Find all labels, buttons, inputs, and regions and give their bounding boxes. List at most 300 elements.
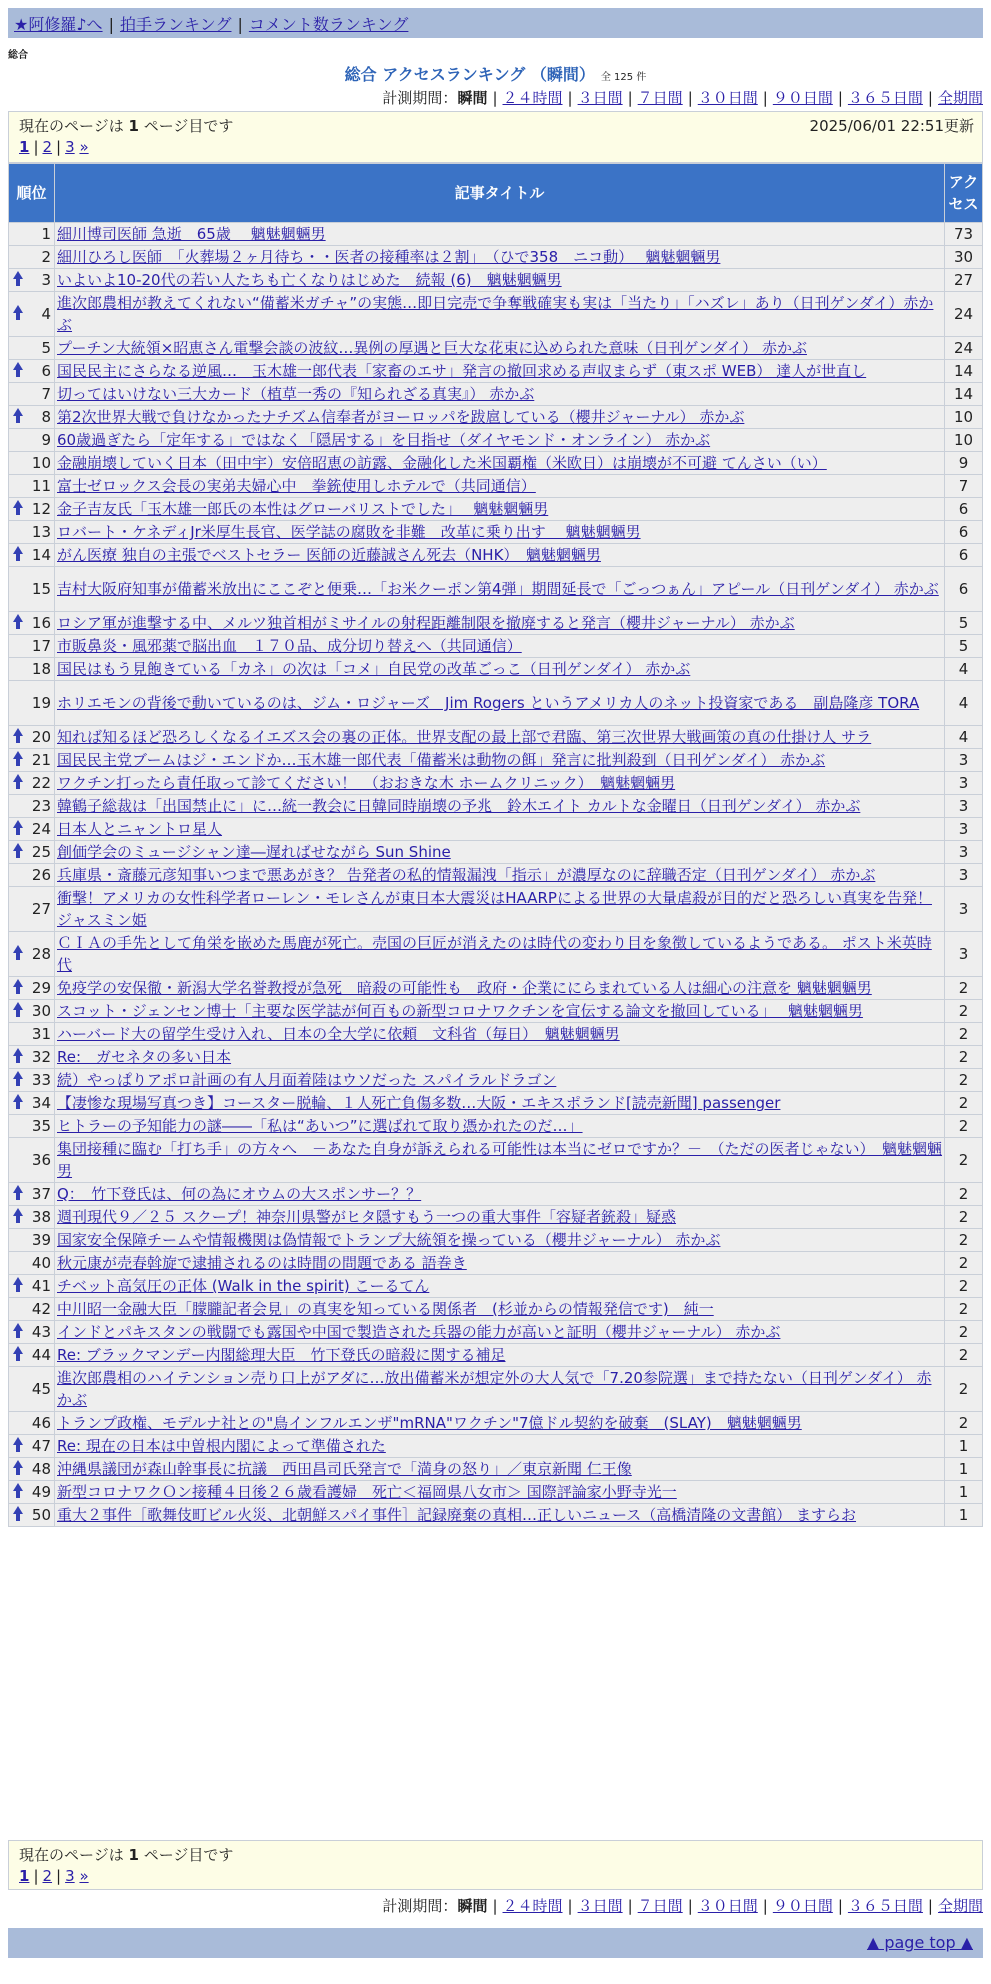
current-page-number: 1: [128, 117, 139, 135]
access-count: 3: [945, 772, 983, 795]
rank-cell: [9, 544, 55, 567]
table-row: [9, 567, 983, 612]
article-title-link[interactable]: Re: ガセネタの多い日本: [57, 1048, 232, 1066]
period-link-5[interactable]: ９０日間: [772, 89, 833, 107]
article-title-link[interactable]: 免疫学の安保徹・新潟大学名誉教授が急死 暗殺の可能性も 政府・企業ににらまれている人は細心の注意を 魑魅魍魎男: [57, 979, 872, 997]
access-count: 3: [945, 887, 983, 932]
article-title-link[interactable]: 吉村大阪府知事が備蓄米放出にここぞと便乗…「お米クーポン第4弾」期間延長で「ごっつぁん」アピール（日刊ゲンダイ） 赤かぶ: [57, 580, 939, 598]
rank-number: 17: [31, 637, 51, 655]
page-prefix: 現在のページは: [19, 1846, 124, 1864]
access-count: 5: [945, 612, 983, 635]
title-cell: [55, 269, 945, 292]
rank-up-arrow-icon: [12, 546, 24, 564]
period-link-6[interactable]: ３６５日間: [847, 1897, 923, 1915]
nav-separator: |: [237, 15, 243, 34]
title-cell: [55, 1000, 945, 1023]
access-count: 2: [945, 1183, 983, 1206]
rank-cell: [9, 269, 55, 292]
title-cell: [55, 475, 945, 498]
article-title-link[interactable]: 韓鶴子総裁は「出国禁止に」に…統一教会に日韓同時崩壊の予兆 鈴木エイト カルトな金曜日（日刊ゲンダイ） 赤かぶ: [57, 797, 861, 815]
pagination-bottom: [19, 1867, 972, 1885]
table-row: [9, 1000, 983, 1023]
table-row: [9, 1252, 983, 1275]
rank-number: 1: [41, 225, 51, 243]
bottom-bar: [8, 1928, 983, 1958]
access-count: 2: [945, 1252, 983, 1275]
article-title-link[interactable]: インドとパキスタンの戦闘でも露国や中国で製造された兵器の能力が高いと証明（櫻井ジャーナル） 赤かぶ: [57, 1323, 781, 1341]
rank-up-arrow-icon: [12, 1323, 24, 1341]
rank-number: 5: [41, 339, 51, 357]
article-title-link[interactable]: 集団接種に臨む「打ち手」の方々へ －あなた自身が訴えられる可能性は本当にゼロですか？－ （ただの医者じゃない） 魑魅魍魎男: [57, 1140, 943, 1180]
article-title-link[interactable]: 新型コロナワクＯン接種４日後２６歳看護婦 死亡＜福岡県八女市＞ 国際評論家小野寺光一: [57, 1483, 677, 1501]
table-row: [9, 841, 983, 864]
rank-number: 23: [31, 797, 51, 815]
rank-cell: [9, 223, 55, 246]
title-cell: [55, 498, 945, 521]
access-count: 6: [945, 544, 983, 567]
access-count: 27: [945, 269, 983, 292]
table-row: [9, 1115, 983, 1138]
article-title-link[interactable]: いよいよ10-20代の若い人たちも亡くなりはじめた 続報 (6) 魑魅魍魎男: [57, 271, 562, 289]
rank-up-arrow-icon: [12, 751, 24, 769]
article-title-link[interactable]: 知れば知るほど恐ろしくなるイエズス会の裏の正体。世界支配の最上部で君臨、第三次世界大戦画策の真の仕掛け人 サラ: [57, 728, 872, 746]
rank-number: 4: [41, 305, 51, 323]
rank-cell: [9, 429, 55, 452]
current-page-number: 1: [128, 1846, 139, 1864]
table-row: [9, 1412, 983, 1435]
rank-number: 6: [41, 362, 51, 380]
period-link-4[interactable]: ３０日間: [697, 1897, 758, 1915]
page-suffix: ページ目です: [143, 117, 234, 135]
rank-number: 48: [31, 1460, 51, 1478]
rank-cell: [9, 360, 55, 383]
rank-cell: [9, 1344, 55, 1367]
article-title-link[interactable]: 国民民主党ブームはジ・エンドか…玉木雄一郎代表「備蓄米は動物の餌」発言に批判殺到（日刊ゲンダイ） 赤かぶ: [57, 751, 826, 769]
period-separator: |: [627, 1897, 633, 1915]
rank-number: 42: [31, 1300, 51, 1318]
article-title-link[interactable]: 秋元康が売春斡旋で逮捕されるのは時間の問題である 語巻き: [57, 1254, 467, 1272]
article-title-link[interactable]: トランプ政権、モデルナ社との"鳥インフルエンザ"mRNA"ワクチン"7億ドル契約を破棄 (SLAY) 魑魅魍魎男: [57, 1414, 802, 1432]
rank-up-arrow-icon: [12, 362, 24, 380]
ranking-table: [8, 163, 983, 1527]
title-cell: [55, 1229, 945, 1252]
rank-up-arrow-icon: [12, 774, 24, 792]
table-row: [9, 452, 983, 475]
page-title: [0, 62, 991, 85]
rank-up-arrow-icon: [12, 1208, 24, 1226]
total-count: 全 125 件: [600, 72, 647, 83]
table-row: [9, 337, 983, 360]
article-title-link[interactable]: Q： 竹下登氏は、何の為にオウムの大スポンサー？？: [57, 1185, 422, 1203]
article-title-link[interactable]: 重大２事件［歌舞伎町ビル火災、北朝鮮スパイ事件］記録廃棄の真相…正しいニュース（高橋清隆の文書館） ますらお: [57, 1506, 857, 1524]
article-title-link[interactable]: 日本人とニャントロ星人: [57, 820, 223, 838]
rank-cell: [9, 612, 55, 635]
article-title-link[interactable]: ハーバード大の留学生受け入れ、日本の全大学に依頼 文科省（毎日） 魑魅魍魎男: [57, 1025, 620, 1043]
title-cell: [55, 772, 945, 795]
page-info-bottom: [8, 1840, 983, 1890]
rank-number: 11: [31, 477, 51, 495]
rank-up-arrow-icon: [12, 1460, 24, 1478]
rank-cell: [9, 1138, 55, 1183]
rank-up-arrow-icon: [12, 820, 24, 838]
rank-number: 33: [31, 1071, 51, 1089]
period-link-2[interactable]: ３日間: [577, 1897, 623, 1915]
table-row: [9, 1321, 983, 1344]
access-count: 5: [945, 635, 983, 658]
article-title-link[interactable]: 富士ゼロックス会長の実弟夫婦心中 拳銃使用しホテルで（共同通信）: [57, 477, 536, 495]
article-title-link[interactable]: 60歳過ぎたら「定年する」ではなく「隠居する」を目指せ（ダイヤモンド・オンライン） 赤かぶ: [57, 431, 711, 449]
rank-cell: [9, 1115, 55, 1138]
table-row: [9, 1367, 983, 1412]
article-title-link[interactable]: 進次郎農相のハイテンション売り口上がアダに…放出備蓄米が想定外の大人気で「7.20参院選」まで持たない（日刊ゲンダイ） 赤かぶ: [57, 1369, 932, 1409]
page-link-2[interactable]: 2: [42, 1867, 53, 1885]
access-count: 6: [945, 521, 983, 544]
title-cell: [55, 360, 945, 383]
period-link-4[interactable]: ３０日間: [697, 89, 758, 107]
title-cell: [55, 1092, 945, 1115]
rank-cell: [9, 977, 55, 1000]
period-selector-top: [382, 87, 983, 108]
table-row: [9, 612, 983, 635]
title-cell: [55, 337, 945, 360]
article-title-link[interactable]: ワクチン打ったら責任取って診てください！ （おおきな木 ホームクリニック） 魑魅魍魎男: [57, 774, 676, 792]
access-count: 3: [945, 818, 983, 841]
access-count: 1: [945, 1504, 983, 1527]
rank-up-arrow-icon: [12, 408, 24, 426]
title-cell: [55, 1481, 945, 1504]
rank-header: 順位: [9, 164, 55, 223]
access-count: 2: [945, 1367, 983, 1412]
page-link-2[interactable]: 2: [42, 138, 53, 156]
access-count: 10: [945, 406, 983, 429]
access-count: 2: [945, 1344, 983, 1367]
title-cell: [55, 521, 945, 544]
rank-up-arrow-icon: [12, 271, 24, 289]
comment-ranking-link[interactable]: コメント数ランキング: [248, 15, 409, 34]
table-row: [9, 429, 983, 452]
access-count: 2: [945, 1023, 983, 1046]
table-row: [9, 223, 983, 246]
page-suffix: ページ目です: [143, 1846, 234, 1864]
rank-up-arrow-icon: [12, 1277, 24, 1295]
page-link-3[interactable]: 3: [65, 138, 75, 156]
rank-up-arrow-icon: [12, 843, 24, 861]
rank-number: 27: [31, 900, 51, 918]
title-cell: [55, 567, 945, 612]
rank-number: 19: [31, 694, 51, 712]
rank-cell: [9, 1046, 55, 1069]
access-count: 7: [945, 475, 983, 498]
table-row: [9, 406, 983, 429]
article-title-link[interactable]: 兵庫県・斎藤元彦知事いつまで悪あがき？ 告発者の私的情報漏洩「指示」が濃厚なのに辞職否定（日刊ゲンダイ） 赤かぶ: [57, 866, 876, 884]
rank-cell: [9, 1069, 55, 1092]
article-title-link[interactable]: ＣＩＡの手先として角栄を嵌めた馬鹿が死亡。売国の巨匠が消えたのは時代の変わり目を象徴しているようである。 ポスト米英時代: [57, 934, 932, 974]
article-title-link[interactable]: 第2次世界大戦で負けなかったナチズム信奉者がヨーロッパを跋扈している（櫻井ジャーナル） 赤かぶ: [57, 408, 745, 426]
title-header: 記事タイトル: [55, 164, 945, 223]
article-title-link[interactable]: 中川昭一金融大臣「朦朧記者会見」の真実を知っている関係者 (杉並からの情報発信です) 純一: [57, 1300, 714, 1318]
article-title-link[interactable]: 衝撃！アメリカの女性科学者ローレン・モレさんが東日本大震災はHAARPによる世界の大量虐殺が目的だと恐ろしい真実を告発！ ジャスミン姫: [57, 889, 932, 929]
article-title-link[interactable]: がん医療 独自の主張でベストセラー 医師の近藤誠さん死去（NHK） 魑魅魍魎男: [57, 546, 601, 564]
updated-timestamp: 2025/06/01 22:51更新: [809, 117, 974, 135]
page-separator: |: [56, 1867, 62, 1885]
period-link-7[interactable]: 全期間: [937, 89, 983, 107]
rank-up-arrow-icon: [12, 979, 24, 997]
article-title-link[interactable]: 国民民主にさらなる逆風… 玉木雄一郎代表「家畜のエサ」発言の撤回求める声収まらず（東スポ WEB） 達人が世直し: [57, 362, 867, 380]
rank-number: 25: [31, 843, 51, 861]
period-link-7[interactable]: 全期間: [937, 1897, 983, 1915]
access-count: 6: [945, 498, 983, 521]
rank-number: 45: [31, 1380, 51, 1398]
title-cell: [55, 544, 945, 567]
period-link-3[interactable]: ７日間: [637, 1897, 683, 1915]
title-cell: [55, 818, 945, 841]
title-cell: [55, 1458, 945, 1481]
article-title-link[interactable]: ヒトラーの予知能力の謎――「私は“あいつ”に選ばれて取り憑かれたのだ…」: [57, 1117, 583, 1135]
title-cell: [55, 292, 945, 337]
next-page-link[interactable]: »: [79, 138, 89, 156]
article-title-link[interactable]: Re: ブラックマンデー内閣総理大臣 竹下登氏の暗殺に関する補足: [57, 1346, 506, 1364]
title-cell: [55, 1069, 945, 1092]
page-info-top: [8, 111, 983, 163]
period-label: 計測期間：: [382, 1897, 458, 1915]
table-row: [9, 1023, 983, 1046]
period-link-3[interactable]: ７日間: [637, 89, 683, 107]
rank-cell: [9, 383, 55, 406]
access-count: 6: [945, 567, 983, 612]
table-row: [9, 749, 983, 772]
rank-cell: [9, 475, 55, 498]
rank-cell: [9, 521, 55, 544]
rank-number: 39: [31, 1231, 51, 1249]
access-count: 2: [945, 1092, 983, 1115]
rank-number: 8: [41, 408, 51, 426]
article-title-link[interactable]: 細川ひろし医師 「火葬場２ヶ月待ち・・医者の接種率は２割」 （ひで358 ニコ動） 魑魅魍魎男: [57, 248, 721, 266]
rank-number: 37: [31, 1185, 51, 1203]
page-link-1[interactable]: 1: [19, 1867, 30, 1885]
rank-up-arrow-icon: [12, 728, 24, 746]
period-separator: |: [687, 1897, 693, 1915]
access-count: 9: [945, 452, 983, 475]
rank-cell: [9, 726, 55, 749]
title-cell: [55, 1504, 945, 1527]
access-count: 10: [945, 429, 983, 452]
title-cell: [55, 1298, 945, 1321]
period-link-6[interactable]: ３６５日間: [847, 89, 923, 107]
article-title-link[interactable]: 【凄惨な現場写真つき】コースター脱輪、１人死亡負傷多数…大阪・エキスポランド[読売新聞] passenger: [57, 1094, 781, 1112]
rank-number: 36: [31, 1151, 51, 1169]
rank-cell: [9, 932, 55, 977]
period-separator: |: [927, 89, 933, 107]
access-count: 3: [945, 795, 983, 818]
pagination-top: [19, 138, 972, 156]
article-title-link[interactable]: ロバート・ケネディJr米厚生長官、医学誌の腐敗を非難 改革に乗り出す 魑魅魍魎男: [57, 523, 641, 541]
rank-number: 14: [31, 546, 51, 564]
rank-number: 49: [31, 1483, 51, 1501]
page-link-3[interactable]: 3: [65, 1867, 75, 1885]
period-separator: |: [837, 1897, 843, 1915]
title-cell: [55, 932, 945, 977]
rank-cell: [9, 1481, 55, 1504]
page-separator: |: [56, 138, 62, 156]
title-cell: [55, 1321, 945, 1344]
rank-number: 40: [31, 1254, 51, 1272]
title-cell: [55, 1275, 945, 1298]
rank-cell: [9, 635, 55, 658]
table-row: [9, 383, 983, 406]
access-count: 14: [945, 360, 983, 383]
table-row: [9, 977, 983, 1000]
period-separator: |: [567, 89, 573, 107]
title-cell: [55, 681, 945, 726]
article-title-link[interactable]: スコット・ジェンセン博士「主要な医学誌が何百もの新型コロナワクチンを宣伝する論文を撤回している」 魑魅魍魎男: [57, 1002, 863, 1020]
rank-up-arrow-icon: [12, 305, 24, 323]
rank-number: 43: [31, 1323, 51, 1341]
rank-number: 35: [31, 1117, 51, 1135]
period-current: 瞬間: [457, 89, 488, 107]
title-cell: [55, 612, 945, 635]
table-row: [9, 292, 983, 337]
period-link-2[interactable]: ３日間: [577, 89, 623, 107]
title-cell: [55, 1138, 945, 1183]
access-count: 4: [945, 658, 983, 681]
access-count: 2: [945, 1000, 983, 1023]
period-selector-bottom: [382, 1895, 983, 1916]
article-title-link[interactable]: ロシア軍が進撃する中、メルツ独首相がミサイルの射程距離制限を撤廃すると発言（櫻井ジャーナル） 赤かぶ: [57, 614, 795, 632]
title-cell: [55, 246, 945, 269]
rank-number: 2: [41, 248, 51, 266]
page-link-1[interactable]: 1: [19, 138, 30, 156]
access-count: 2: [945, 1229, 983, 1252]
period-separator: |: [762, 89, 768, 107]
title-cell: [55, 658, 945, 681]
article-title-link[interactable]: 週刊現代９／２５ スクープ！神奈川県警がヒタ隠すもう一つの重大事件「容疑者銃殺」疑惑: [57, 1208, 677, 1226]
rank-number: 38: [31, 1208, 51, 1226]
article-title-link[interactable]: 国家安全保障チームや情報機関は偽情報でトランプ大統領を操っている（櫻井ジャーナル） 赤かぶ: [57, 1231, 721, 1249]
table-row: [9, 932, 983, 977]
title-cell: [55, 406, 945, 429]
access-count: 1: [945, 1458, 983, 1481]
article-title-link[interactable]: 創価学会のミュージシャン達―遅ればせながら Sun Shine: [57, 843, 451, 861]
rank-cell: [9, 567, 55, 612]
period-separator: |: [762, 1897, 768, 1915]
rank-up-arrow-icon: [12, 1437, 24, 1455]
rank-cell: [9, 772, 55, 795]
rank-number: 32: [31, 1048, 51, 1066]
access-count: 30: [945, 246, 983, 269]
access-count: 73: [945, 223, 983, 246]
article-title-link[interactable]: 進次郎農相が教えてくれない“備蓄米ガチャ”の実態…即日完売で争奪戦確実も実は「当たり」「ハズレ」あり（日刊ゲンダイ）赤かぶ: [57, 294, 934, 334]
article-title-link[interactable]: ホリエモンの背後で動いているのは、ジム・ロジャーズ Jim Rogers というアメリカ人のネット投資家である 副島隆彦 TORA: [57, 694, 920, 712]
table-row: [9, 1458, 983, 1481]
rank-cell: [9, 681, 55, 726]
table-row: [9, 498, 983, 521]
title-cell: [55, 726, 945, 749]
rank-cell: [9, 1458, 55, 1481]
page-top-link[interactable]: ▲ page top ▲: [866, 1933, 973, 1952]
rank-cell: [9, 1229, 55, 1252]
title-cell: [55, 429, 945, 452]
rank-cell: [9, 749, 55, 772]
table-row: [9, 818, 983, 841]
rank-number: 15: [31, 580, 51, 598]
article-title-link[interactable]: 金融崩壊していく日本（田中宇）安倍昭恵の訪露、金融化した米国覇権（米欧日）は崩壊が不可避 てんさい（い）: [57, 454, 827, 472]
access-count: 2: [945, 1206, 983, 1229]
home-link[interactable]: ★阿修羅♪へ: [14, 15, 103, 34]
period-link-1[interactable]: ２４時間: [502, 89, 563, 107]
article-title-link[interactable]: 続）やっぱりアポロ計画の有人月面着陸はウソだった スパイラルドラゴン: [57, 1071, 557, 1089]
table-row: [9, 1344, 983, 1367]
table-row: [9, 1206, 983, 1229]
rank-cell: [9, 1275, 55, 1298]
rank-number: 34: [31, 1094, 51, 1112]
rank-cell: [9, 1183, 55, 1206]
article-title-link[interactable]: チベット高気圧の正体 (Walk in the spirit) こーるてん: [57, 1277, 430, 1295]
page-prefix: 現在のページは: [19, 117, 124, 135]
title-cell: [55, 1435, 945, 1458]
table-row: [9, 864, 983, 887]
applause-ranking-link[interactable]: 拍手ランキング: [119, 15, 232, 34]
rank-cell: [9, 292, 55, 337]
article-title-link[interactable]: 沖縄県議団が森山幹事長に抗議 西田昌司氏発言で「満身の怒り」／東京新聞 仁王像: [57, 1460, 632, 1478]
rank-number: 10: [31, 454, 51, 472]
period-link-5[interactable]: ９０日間: [772, 1897, 833, 1915]
article-title-link[interactable]: 市販鼻炎・風邪薬で脳出血 １７０品、成分切り替えへ（共同通信）: [57, 637, 522, 655]
period-separator: |: [927, 1897, 933, 1915]
article-title-link[interactable]: Re: 現在の日本は中曽根内閣によって準備された: [57, 1437, 386, 1455]
access-count: 2: [945, 1275, 983, 1298]
table-row: [9, 795, 983, 818]
rank-number: 12: [31, 500, 51, 518]
rank-number: 44: [31, 1346, 51, 1364]
rank-up-arrow-icon: [12, 1048, 24, 1066]
access-count: 2: [945, 1321, 983, 1344]
access-count: 3: [945, 841, 983, 864]
title-cell: [55, 452, 945, 475]
article-title-link[interactable]: 細川博司医師 急逝 65歳 魑魅魍魎男: [57, 225, 326, 243]
rank-cell: [9, 1435, 55, 1458]
article-title-link[interactable]: 切ってはいけない三大カード（植草一秀の『知られざる真実』） 赤かぶ: [57, 385, 535, 403]
title-cell: [55, 1252, 945, 1275]
title-cell: [55, 1206, 945, 1229]
title-cell: [55, 887, 945, 932]
title-cell: [55, 1344, 945, 1367]
period-label: 計測期間：: [382, 89, 458, 107]
title-cell: [55, 1412, 945, 1435]
table-row: [9, 772, 983, 795]
article-title-link[interactable]: 国民はもう見飽きている「カネ」の次は「コメ」自民党の改革ごっこ（日刊ゲンダイ） 赤かぶ: [57, 660, 691, 678]
rank-number: 22: [31, 774, 51, 792]
rank-cell: [9, 452, 55, 475]
title-cell: [55, 635, 945, 658]
rank-number: 29: [31, 979, 51, 997]
rank-number: 46: [31, 1414, 51, 1432]
article-title-link[interactable]: 金子吉友氏「玉木雄一郎氏の本性はグローバリストでした」 魑魅魍魎男: [57, 500, 549, 518]
table-row: [9, 1298, 983, 1321]
rank-number: 24: [31, 820, 51, 838]
rank-cell: [9, 1092, 55, 1115]
title-cell: [55, 749, 945, 772]
period-link-1[interactable]: ２４時間: [502, 1897, 563, 1915]
title-cell: [55, 864, 945, 887]
rank-cell: [9, 1000, 55, 1023]
category-label: 総合: [8, 50, 28, 61]
rank-number: 26: [31, 866, 51, 884]
title-cell: [55, 1046, 945, 1069]
rank-number: 21: [31, 751, 51, 769]
next-page-link[interactable]: »: [79, 1867, 89, 1885]
article-title-link[interactable]: プーチン大統領×昭恵さん電撃会談の波紋…異例の厚遇と巨大な花束に込められた意味（日刊ゲンダイ） 赤かぶ: [57, 339, 807, 357]
table-row: [9, 658, 983, 681]
